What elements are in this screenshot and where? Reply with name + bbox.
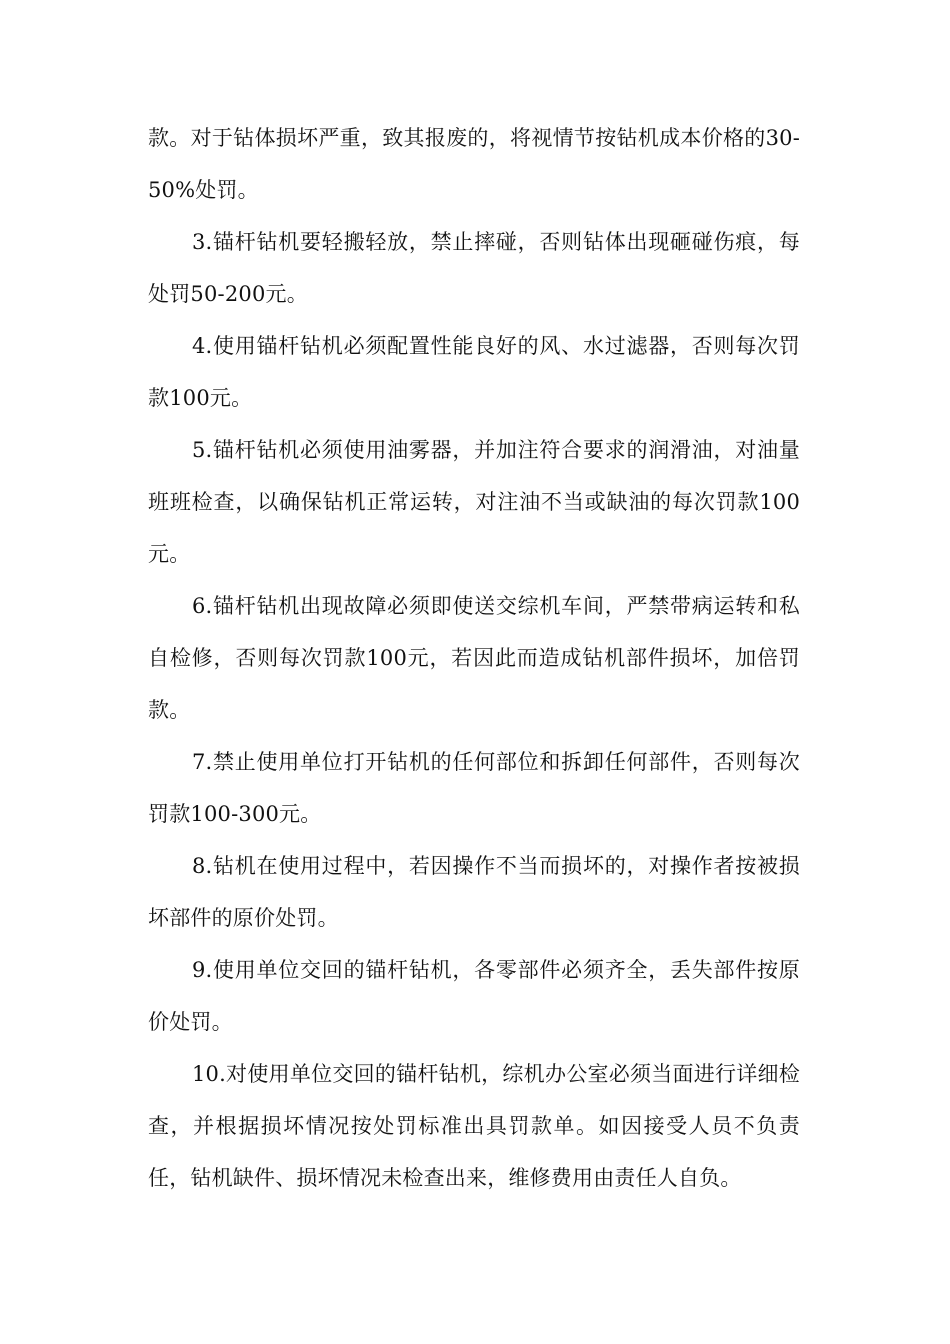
paragraph-continued: 款。对于钻体损坏严重，致其报废的，将视情节按钻机成本价格的30-50%处罚。 [148,126,800,202]
paragraph-item-10: 10.对使用单位交回的锚杆钻机，综机办公室必须当面进行详细检查，并根据损坏情况按处罚标准出具罚款单。如因接受人员不负责任，钻机缺件、损坏情况未检查出来，维修费用由责任人自负。 [148,1062,800,1190]
paragraph-item-4: 4.使用锚杆钻机必须配置性能良好的风、水过滤器，否则每次罚款100元。 [148,334,800,410]
paragraph-item-6: 6.锚杆钻机出现故障必须即使送交综机车间，严禁带病运转和私自检修，否则每次罚款100元，若因此而造成钻机部件损坏，加倍罚款。 [148,594,800,722]
paragraph-item-9: 9.使用单位交回的锚杆钻机，各零部件必须齐全，丢失部件按原价处罚。 [148,958,800,1034]
paragraph-item-7: 7.禁止使用单位打开钻机的任何部位和拆卸任何部件，否则每次罚款100-300元。 [148,750,800,826]
paragraph-item-3: 3.锚杆钻机要轻搬轻放，禁止摔碰，否则钻体出现砸碰伤痕，每处罚50-200元。 [148,230,800,306]
paragraph-item-5: 5.锚杆钻机必须使用油雾器，并加注符合要求的润滑油，对油量班班检查，以确保钻机正常运转，对注油不当或缺油的每次罚款100元。 [148,438,800,566]
paragraph-item-8: 8.钻机在使用过程中，若因操作不当而损坏的，对操作者按被损坏部件的原价处罚。 [148,854,800,930]
